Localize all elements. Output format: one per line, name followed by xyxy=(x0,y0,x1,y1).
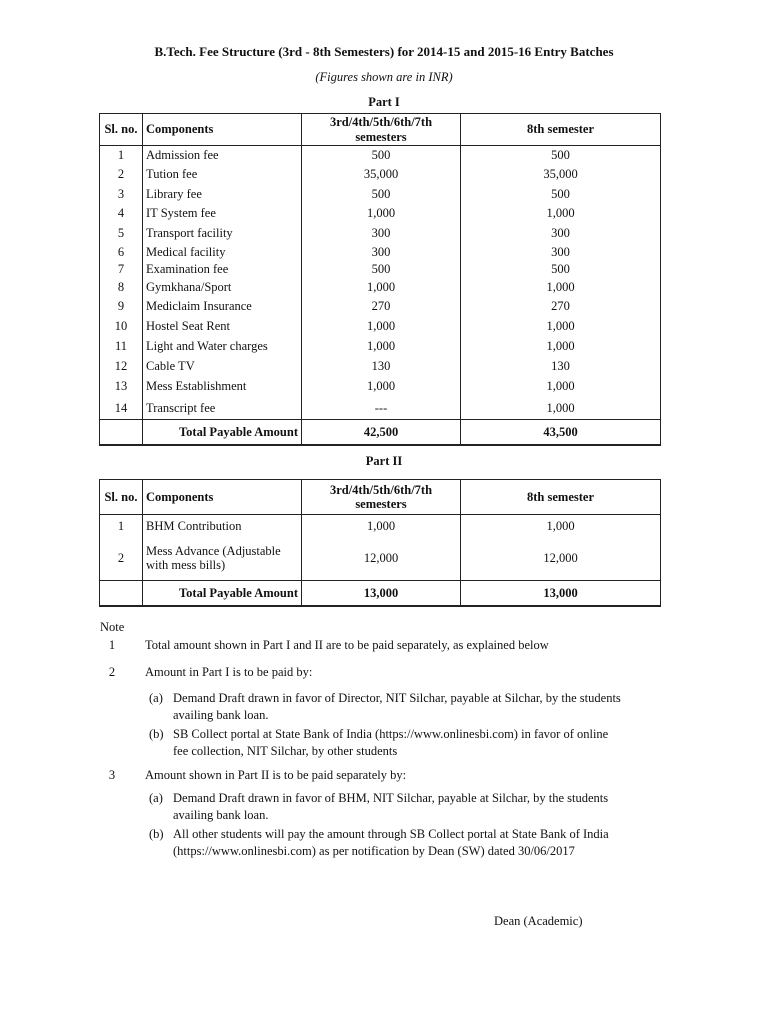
total-sl-blank xyxy=(100,420,143,446)
note-text: Amount in Part I is to be paid by: xyxy=(145,665,313,679)
header-sl-no: Sl. no. xyxy=(100,114,143,146)
table-row xyxy=(100,357,661,377)
cell-semesters-3-7: 130 xyxy=(302,357,461,377)
cell-sl-no: 1 xyxy=(100,515,143,537)
cell-component: Admission fee xyxy=(143,146,302,165)
cell-sl-no: 2 xyxy=(100,537,143,581)
sub-item-label: (a) xyxy=(149,791,163,805)
header-sl-no: Sl. no. xyxy=(100,480,143,515)
part1-total-row xyxy=(100,420,661,446)
total-label: Total Payable Amount xyxy=(143,581,302,607)
cell-component: Examination fee xyxy=(143,262,302,278)
header-semester-8: 8th semester xyxy=(461,480,661,515)
table-header-row xyxy=(100,480,661,515)
cell-component: Hostel Seat Rent xyxy=(143,316,302,337)
cell-semesters-3-7: 1,000 xyxy=(302,316,461,337)
part1-fee-table xyxy=(99,113,661,446)
cell-semesters-3-7: 500 xyxy=(302,185,461,204)
total-semesters-3-7: 42,500 xyxy=(302,420,461,446)
cell-sl-no: 14 xyxy=(100,397,143,420)
table-header-row xyxy=(100,114,661,146)
cell-sl-no: 3 xyxy=(100,185,143,204)
table-row xyxy=(100,185,661,204)
cell-sl-no: 13 xyxy=(100,377,143,397)
note-number: 2 xyxy=(108,665,116,679)
cell-semester-8: 12,000 xyxy=(461,537,661,581)
table-row xyxy=(100,243,661,262)
cell-sl-no: 7 xyxy=(100,262,143,278)
cell-semester-8: 1,000 xyxy=(461,377,661,397)
cell-semesters-3-7: 1,000 xyxy=(302,204,461,224)
cell-semester-8: 1,000 xyxy=(461,278,661,297)
cell-sl-no: 9 xyxy=(100,297,143,316)
total-semesters-3-7: 13,000 xyxy=(302,581,461,607)
cell-semester-8: 500 xyxy=(461,262,661,278)
cell-semester-8: 1,000 xyxy=(461,515,661,537)
cell-semesters-3-7: 300 xyxy=(302,243,461,262)
table-row xyxy=(100,204,661,224)
cell-semester-8: 270 xyxy=(461,297,661,316)
cell-semester-8: 1,000 xyxy=(461,337,661,357)
note-text: Amount shown in Part II is to be paid separately by: xyxy=(145,768,407,782)
cell-sl-no: 10 xyxy=(100,316,143,337)
cell-component: Mediclaim Insurance xyxy=(143,297,302,316)
document-title: B.Tech. Fee Structure (3rd - 8th Semesters) for 2014-15 and 2015-16 Entry Batches xyxy=(154,44,614,59)
part2-total-row xyxy=(100,581,661,607)
table-row xyxy=(100,262,661,278)
note-number: 1 xyxy=(108,638,116,652)
header-semester-8: 8th semester xyxy=(461,114,661,146)
cell-component: Light and Water charges xyxy=(143,337,302,357)
total-sl-blank xyxy=(100,581,143,607)
cell-semester-8: 1,000 xyxy=(461,316,661,337)
sub-item-label: (b) xyxy=(149,827,164,841)
cell-semesters-3-7: 1,000 xyxy=(302,515,461,537)
sub-item-text: SB Collect portal at State Bank of India (https://www.onlinesbi.com) in favor of online fee collection, NIT Silchar, by other students xyxy=(173,727,609,758)
cell-semesters-3-7: --- xyxy=(302,397,461,420)
cell-sl-no: 1 xyxy=(100,146,143,165)
currency-note: (Figures shown are in INR) xyxy=(315,70,453,84)
table-row xyxy=(100,278,661,297)
sub-item-label: (b) xyxy=(149,727,164,741)
cell-semesters-3-7: 270 xyxy=(302,297,461,316)
part2-fee-table xyxy=(99,479,661,607)
notes-heading: Note xyxy=(100,620,125,634)
part2-table-body xyxy=(100,515,661,581)
cell-semester-8: 1,000 xyxy=(461,397,661,420)
part2-heading: Part II xyxy=(365,454,403,468)
note-number: 3 xyxy=(108,768,116,782)
cell-semester-8: 1,000 xyxy=(461,204,661,224)
cell-semesters-3-7: 35,000 xyxy=(302,165,461,185)
table-row xyxy=(100,337,661,357)
table-row xyxy=(100,165,661,185)
cell-sl-no: 2 xyxy=(100,165,143,185)
header-semesters-3-7: 3rd/4th/5th/6th/7th semesters xyxy=(302,480,461,515)
cell-semester-8: 130 xyxy=(461,357,661,377)
header-components: Components xyxy=(143,114,302,146)
cell-sl-no: 8 xyxy=(100,278,143,297)
table-row xyxy=(100,377,661,397)
total-label: Total Payable Amount xyxy=(143,420,302,446)
table-row xyxy=(100,537,661,581)
cell-component: Mess Advance (Adjustable with mess bills) xyxy=(143,537,302,581)
cell-sl-no: 4 xyxy=(100,204,143,224)
cell-component: Cable TV xyxy=(143,357,302,377)
cell-component: Medical facility xyxy=(143,243,302,262)
note-text: Total amount shown in Part I and II are to be paid separately, as explained below xyxy=(145,638,549,652)
sub-item-label: (a) xyxy=(149,691,163,705)
cell-sl-no: 6 xyxy=(100,243,143,262)
cell-sl-no: 5 xyxy=(100,224,143,243)
cell-component: Tution fee xyxy=(143,165,302,185)
cell-semesters-3-7: 12,000 xyxy=(302,537,461,581)
cell-component: Gymkhana/Sport xyxy=(143,278,302,297)
cell-sl-no: 11 xyxy=(100,337,143,357)
table-row xyxy=(100,224,661,243)
cell-semester-8: 300 xyxy=(461,224,661,243)
cell-semesters-3-7: 1,000 xyxy=(302,278,461,297)
cell-component: Transport facility xyxy=(143,224,302,243)
cell-component: IT System fee xyxy=(143,204,302,224)
sub-item-text: Demand Draft drawn in favor of Director, NIT Silchar, payable at Silchar, by the students availing bank loan. xyxy=(173,691,621,722)
part1-table-body xyxy=(100,146,661,420)
cell-semester-8: 500 xyxy=(461,146,661,165)
cell-component: Library fee xyxy=(143,185,302,204)
sub-item-text: All other students will pay the amount through SB Collect portal at State Bank of India (https://www.onlinesbi.com) as per notification by Dean (SW) dated 30/06/2017 xyxy=(173,827,609,858)
table-row xyxy=(100,297,661,316)
cell-semesters-3-7: 1,000 xyxy=(302,377,461,397)
cell-semesters-3-7: 500 xyxy=(302,262,461,278)
cell-component: Transcript fee xyxy=(143,397,302,420)
cell-component: Mess Establishment xyxy=(143,377,302,397)
total-semester-8: 13,000 xyxy=(461,581,661,607)
table-row xyxy=(100,146,661,165)
total-semester-8: 43,500 xyxy=(461,420,661,446)
sub-item-text: Demand Draft drawn in favor of BHM, NIT Silchar, payable at Silchar, by the students availing bank loan. xyxy=(173,791,609,822)
cell-semester-8: 500 xyxy=(461,185,661,204)
signature-dean: Dean (Academic) xyxy=(494,914,583,928)
cell-semester-8: 35,000 xyxy=(461,165,661,185)
cell-semesters-3-7: 300 xyxy=(302,224,461,243)
header-components: Components xyxy=(143,480,302,515)
header-semesters-3-7: 3rd/4th/5th/6th/7th semesters xyxy=(302,114,461,146)
cell-semesters-3-7: 1,000 xyxy=(302,337,461,357)
cell-semester-8: 300 xyxy=(461,243,661,262)
table-row xyxy=(100,515,661,537)
cell-semesters-3-7: 500 xyxy=(302,146,461,165)
part1-heading: Part I xyxy=(368,95,400,109)
table-row xyxy=(100,397,661,420)
cell-sl-no: 12 xyxy=(100,357,143,377)
cell-component: BHM Contribution xyxy=(143,515,302,537)
table-row xyxy=(100,316,661,337)
